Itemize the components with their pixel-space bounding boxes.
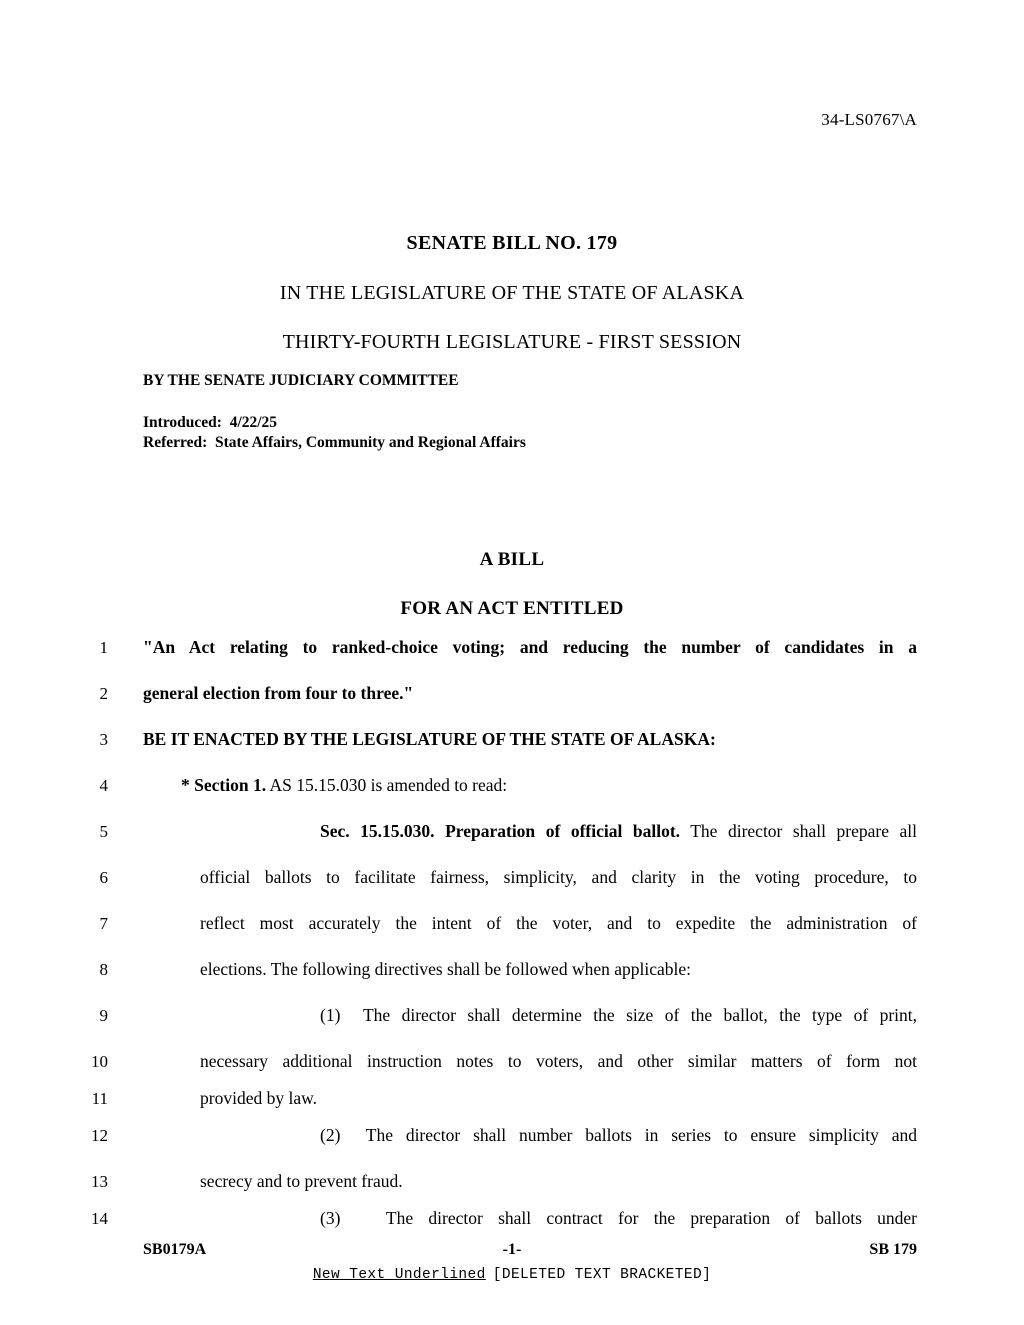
page-number: -1-	[502, 1241, 522, 1258]
statute-heading: Sec. 15.15.030. Preparation of official ballot.	[320, 821, 681, 841]
line-text	[143, 774, 917, 797]
bill-line	[0, 958, 1024, 1004]
bill-line	[0, 636, 1024, 682]
bill-line	[0, 1087, 1024, 1124]
legend-deleted-text: [DELETED TEXT BRACKETED]	[492, 1267, 712, 1283]
sponsor-block	[143, 371, 526, 452]
footer-bill-file: SB0179A	[143, 1241, 207, 1258]
line-number: 13	[91, 1172, 108, 1191]
line-text	[200, 820, 917, 843]
line-text: reflect most accurately the intent of the voter, and to expedite the administration of	[200, 913, 917, 933]
line-number: 11	[91, 1089, 108, 1108]
line-number: 10	[91, 1052, 108, 1071]
bill-number-heading: SENATE BILL NO. 179	[406, 232, 618, 254]
bill-line	[0, 866, 1024, 912]
footer-row	[0, 1241, 1024, 1265]
bill-body	[0, 636, 1024, 1253]
page-footer	[0, 1241, 1024, 1283]
line-text: (3) The director shall contract for the preparation of ballots under	[320, 1208, 917, 1228]
line-number: 14	[91, 1209, 108, 1228]
footer-bill-short: SB 179	[869, 1241, 917, 1258]
line-text: (1) The director shall determine the size of the ballot, the type of print,	[320, 1005, 917, 1025]
line-text: BE IT ENACTED BY THE LEGISLATURE OF THE STATE OF ALASKA:	[143, 729, 716, 749]
bill-line	[0, 774, 1024, 820]
session-heading: THIRTY-FOURTH LEGISLATURE - FIRST SESSION	[282, 331, 742, 353]
bill-line	[0, 1124, 1024, 1170]
line-text: elections. The following directives shall be followed when applicable:	[200, 959, 691, 979]
document-number: 34-LS0767\A	[821, 110, 917, 129]
line-text: necessary additional instruction notes to voters, and other similar matters of form not	[200, 1051, 917, 1071]
line-number: 7	[99, 914, 108, 933]
line-number: 9	[99, 1006, 108, 1025]
line-text-rest: AS 15.15.030 is amended to read:	[266, 775, 508, 795]
bill-line	[0, 1050, 1024, 1087]
line-number: 8	[99, 960, 108, 979]
legend-new-text: New Text Underlined	[312, 1267, 486, 1283]
referred-committees: Referred: State Affairs, Community and Regional Affairs	[143, 433, 526, 451]
introduced-date: Introduced: 4/22/25	[143, 413, 278, 431]
line-text: general election from four to three."	[143, 683, 414, 703]
title-block	[0, 232, 1024, 354]
section-label: * Section 1.	[181, 775, 267, 795]
line-number: 3	[99, 730, 108, 749]
line-number: 2	[99, 684, 108, 703]
line-number: 12	[91, 1126, 108, 1145]
legislature-heading: IN THE LEGISLATURE OF THE STATE OF ALASKA	[279, 282, 745, 304]
line-number: 4	[99, 776, 108, 795]
bill-line	[0, 912, 1024, 958]
bill-line	[0, 820, 1024, 866]
line-number: 6	[99, 868, 108, 887]
line-number: 5	[99, 822, 108, 841]
line-text: official ballots to facilitate fairness, simplicity, and clarity in the voting procedure, to	[200, 867, 917, 887]
bill-line	[0, 1170, 1024, 1207]
line-text: provided by law.	[200, 1088, 317, 1108]
act-heading-block	[0, 549, 1024, 620]
for-an-act-entitled-heading: FOR AN ACT ENTITLED	[400, 598, 624, 619]
line-text: "An Act relating to ranked-choice voting; and reducing the number of candidates in a	[143, 637, 917, 657]
line-number: 1	[99, 638, 108, 657]
a-bill-heading: A BILL	[479, 549, 545, 570]
bill-line	[0, 728, 1024, 774]
bill-line	[0, 1004, 1024, 1050]
text-change-legend	[0, 1267, 1024, 1283]
line-text: (2) The director shall number ballots in series to ensure simplicity and	[320, 1125, 917, 1145]
line-text: secrecy and to prevent fraud.	[200, 1171, 403, 1191]
line-text-rest: The director shall prepare all	[680, 821, 917, 841]
bill-line	[0, 682, 1024, 728]
bill-sponsor: BY THE SENATE JUDICIARY COMMITTEE	[143, 372, 459, 389]
